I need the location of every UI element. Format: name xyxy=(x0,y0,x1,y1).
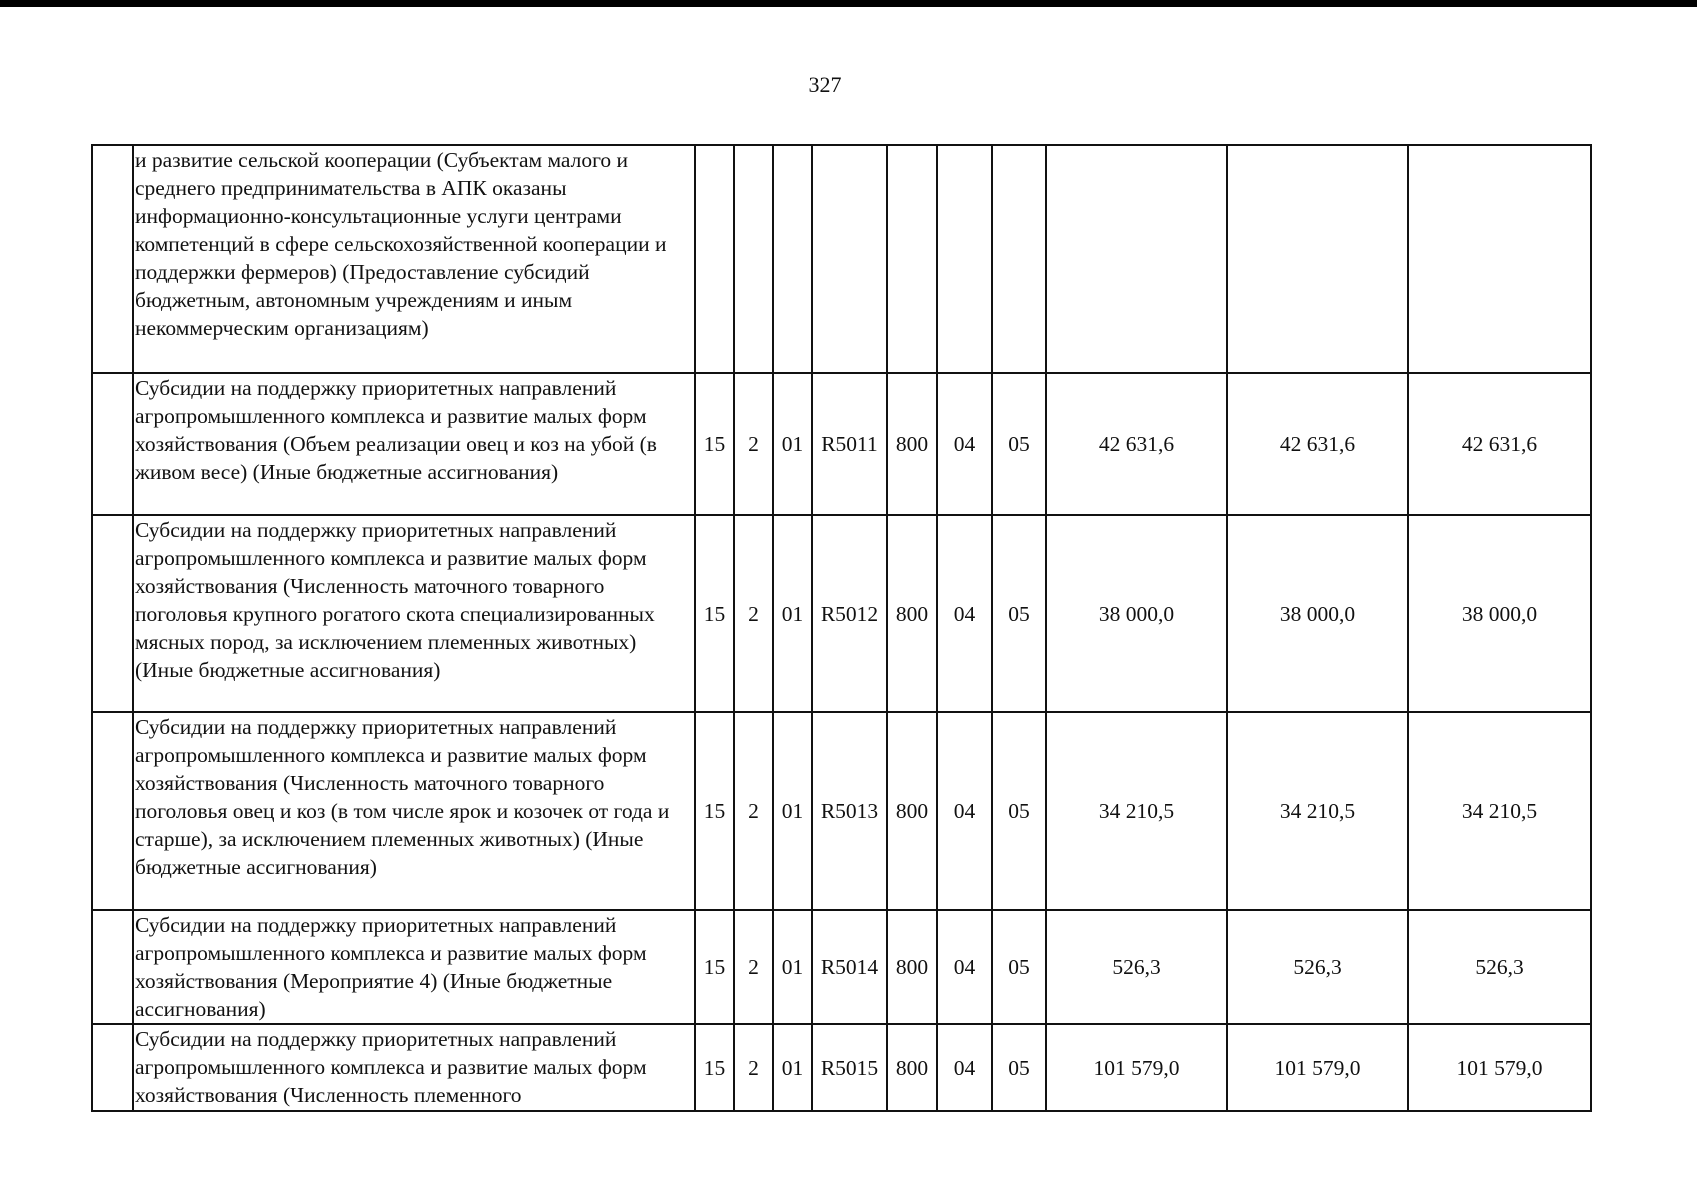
main-event-cell: 01 xyxy=(773,712,812,910)
direction-cell: R5013 xyxy=(812,712,887,910)
program-cell: 15 xyxy=(695,1024,734,1111)
subprogram-cell: 2 xyxy=(734,910,773,1024)
description-cell: Субсидии на поддержку приоритетных направлений агропромышленного комплекса и развитие малых форм хозяйствования (Численность племенного xyxy=(133,1024,695,1111)
amount-2-cell: 42 631,6 xyxy=(1227,373,1408,515)
subprogram-cell: 2 xyxy=(734,1024,773,1111)
section-cell: 04 xyxy=(937,1024,992,1111)
subprogram-cell xyxy=(734,145,773,373)
amount-3-cell: 38 000,0 xyxy=(1408,515,1591,712)
amount-2-cell: 38 000,0 xyxy=(1227,515,1408,712)
description-cell: Субсидии на поддержку приоритетных направлений агропромышленного комплекса и развитие малых форм хозяйствования (Численность маточного товарного поголовья крупного рогатого скота специализированных мясных пород, за исключением племенных животных) (Иные бюджетные ассигнования) xyxy=(133,515,695,712)
main-event-cell: 01 xyxy=(773,373,812,515)
direction-cell: R5015 xyxy=(812,1024,887,1111)
direction-cell: R5014 xyxy=(812,910,887,1024)
expense-type-cell: 800 xyxy=(887,1024,937,1111)
expense-type-cell xyxy=(887,145,937,373)
description-cell: и развитие сельской кооперации (Субъектам малого и среднего предпринимательства в АПК оказаны информационно-консультационные услуги центрами компетенций в сфере сельскохозяйственной кооперации и поддержки фермеров) (Предоставление субсидий бюджетным, автономным учреждениям и иным некоммерческим организациям) xyxy=(133,145,695,373)
description-cell: Субсидии на поддержку приоритетных направлений агропромышленного комплекса и развитие малых форм хозяйствования (Численность маточного товарного поголовья овец и коз (в том числе ярок и козочек от года и старше), за исключением племенных животных) (Иные бюджетные ассигнования) xyxy=(133,712,695,910)
section-cell: 04 xyxy=(937,515,992,712)
main-event-cell xyxy=(773,145,812,373)
row-number-cell xyxy=(92,373,133,515)
direction-cell: R5011 xyxy=(812,373,887,515)
subprogram-cell: 2 xyxy=(734,515,773,712)
subprogram-cell: 2 xyxy=(734,373,773,515)
description-cell: Субсидии на поддержку приоритетных направлений агропромышленного комплекса и развитие малых форм хозяйствования (Объем реализации овец и коз на убой (в живом весе) (Иные бюджетные ассигнования) xyxy=(133,373,695,515)
main-event-cell: 01 xyxy=(773,1024,812,1111)
amount-3-cell: 526,3 xyxy=(1408,910,1591,1024)
table-row xyxy=(92,515,1591,712)
row-number-cell xyxy=(92,515,133,712)
amount-2-cell: 101 579,0 xyxy=(1227,1024,1408,1111)
direction-cell: R5012 xyxy=(812,515,887,712)
program-cell: 15 xyxy=(695,373,734,515)
amount-2-cell: 526,3 xyxy=(1227,910,1408,1024)
amount-2-cell: 34 210,5 xyxy=(1227,712,1408,910)
row-number-cell xyxy=(92,1024,133,1111)
row-number-cell xyxy=(92,712,133,910)
amount-3-cell: 34 210,5 xyxy=(1408,712,1591,910)
subsection-cell: 05 xyxy=(992,1024,1046,1111)
section-cell: 04 xyxy=(937,373,992,515)
expense-type-cell: 800 xyxy=(887,712,937,910)
amount-1-cell: 34 210,5 xyxy=(1046,712,1227,910)
budget-table xyxy=(91,144,1592,1112)
subsection-cell xyxy=(992,145,1046,373)
row-number-cell xyxy=(92,145,133,373)
row-number-cell xyxy=(92,910,133,1024)
section-cell: 04 xyxy=(937,910,992,1024)
section-cell xyxy=(937,145,992,373)
amount-3-cell xyxy=(1408,145,1591,373)
program-cell: 15 xyxy=(695,515,734,712)
program-cell: 15 xyxy=(695,712,734,910)
subsection-cell: 05 xyxy=(992,515,1046,712)
amount-1-cell: 38 000,0 xyxy=(1046,515,1227,712)
description-cell: Субсидии на поддержку приоритетных направлений агропромышленного комплекса и развитие малых форм хозяйствования (Мероприятие 4) (Иные бюджетные ассигнования) xyxy=(133,910,695,1024)
amount-1-cell: 42 631,6 xyxy=(1046,373,1227,515)
table-row xyxy=(92,1024,1591,1111)
expense-type-cell: 800 xyxy=(887,373,937,515)
direction-cell xyxy=(812,145,887,373)
amount-1-cell xyxy=(1046,145,1227,373)
section-cell: 04 xyxy=(937,712,992,910)
table-row xyxy=(92,373,1591,515)
main-event-cell: 01 xyxy=(773,515,812,712)
page-number: 327 xyxy=(808,72,842,97)
table-row xyxy=(92,712,1591,910)
main-event-cell: 01 xyxy=(773,910,812,1024)
table-row xyxy=(92,910,1591,1024)
scan-top-border xyxy=(0,0,1697,7)
amount-1-cell: 101 579,0 xyxy=(1046,1024,1227,1111)
expense-type-cell: 800 xyxy=(887,515,937,712)
table-row xyxy=(92,145,1591,373)
program-cell xyxy=(695,145,734,373)
amount-3-cell: 101 579,0 xyxy=(1408,1024,1591,1111)
expense-type-cell: 800 xyxy=(887,910,937,1024)
subprogram-cell: 2 xyxy=(734,712,773,910)
subsection-cell: 05 xyxy=(992,910,1046,1024)
subsection-cell: 05 xyxy=(992,373,1046,515)
amount-3-cell: 42 631,6 xyxy=(1408,373,1591,515)
amount-1-cell: 526,3 xyxy=(1046,910,1227,1024)
program-cell: 15 xyxy=(695,910,734,1024)
amount-2-cell xyxy=(1227,145,1408,373)
subsection-cell: 05 xyxy=(992,712,1046,910)
